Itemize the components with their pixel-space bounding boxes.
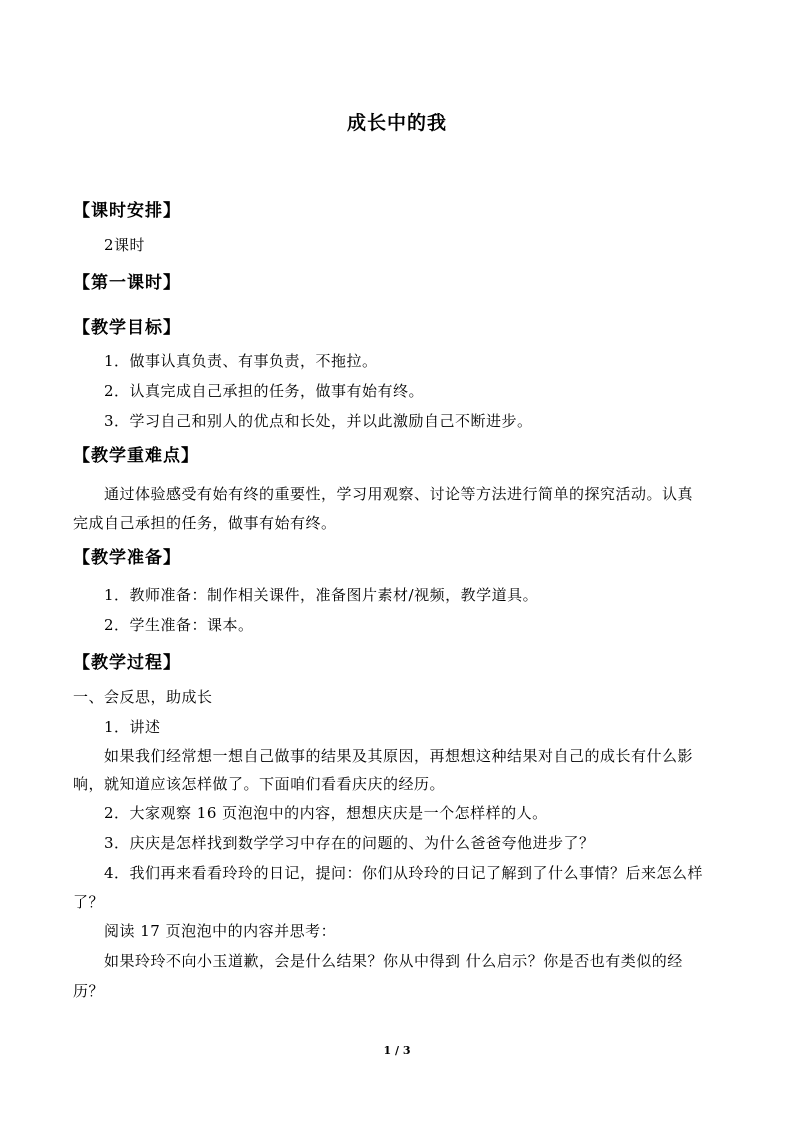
process-line: 阅读 17 页泡泡中的内容并思考： bbox=[104, 922, 337, 940]
process-line: 1．讲述 bbox=[104, 718, 161, 736]
process-line: 2．大家观察 16 页泡泡中的内容，想想庆庆是一个怎样样的人。 bbox=[104, 804, 548, 822]
goal-item: 2．认真完成自己承担的任务，做事有始有终。 bbox=[104, 382, 425, 400]
page-number: 1 / 3 bbox=[383, 1044, 411, 1057]
process-line: 了？ bbox=[73, 893, 105, 911]
process-line: 如果我们经常想一想自己做事的结果及其原因，再想想这种结果对自己的成长有什么影 bbox=[104, 747, 694, 765]
key-difficulty-line: 通过体验感受有始有终的重要性，学习用观察、讨论等方法进行简单的探究活动。认真 bbox=[104, 485, 694, 503]
preparation-heading: 【教学准备】 bbox=[73, 548, 181, 568]
preparation-item: 1．教师准备：制作相关课件，准备图片素材/视频，教学道具。 bbox=[104, 586, 539, 604]
process-heading: 【教学过程】 bbox=[73, 653, 181, 673]
key-difficulty-heading: 【教学重难点】 bbox=[73, 446, 199, 466]
lesson1-heading: 【第一课时】 bbox=[73, 273, 181, 293]
schedule-text: 2课时 bbox=[104, 236, 146, 254]
schedule-heading: 【课时安排】 bbox=[73, 201, 181, 221]
goal-item: 1．做事认真负责、有事负责，不拖拉。 bbox=[104, 352, 378, 370]
key-difficulty-line: 完成自己承担的任务，做事有始有终。 bbox=[73, 514, 337, 532]
process-line: 响，就知道应该怎样做了。下面咱们看看庆庆的经历。 bbox=[73, 775, 446, 793]
goal-item: 3．学习自己和别人的优点和长处，并以此激励自己不断进步。 bbox=[104, 412, 533, 430]
process-line: 历？ bbox=[73, 982, 105, 1000]
goals-heading: 【教学目标】 bbox=[73, 318, 181, 338]
process-line: 3．庆庆是怎样找到数学学习中存在的问题的、为什么爸爸夸他进步了？ bbox=[104, 834, 595, 852]
process-part-title: 一、会反思，助成长 bbox=[73, 688, 213, 706]
process-line: 4．我们再来看看玲玲的日记，提问：你们从玲玲的日记了解到了什么事情？后来怎么样 bbox=[104, 864, 704, 882]
process-line: 如果玲玲不向小玉道歉，会是什么结果？你从中得到 什么启示？你是否也有类似的经 bbox=[104, 952, 683, 970]
preparation-item: 2．学生准备：课本。 bbox=[104, 616, 254, 634]
document-title: 成长中的我 bbox=[346, 112, 447, 134]
